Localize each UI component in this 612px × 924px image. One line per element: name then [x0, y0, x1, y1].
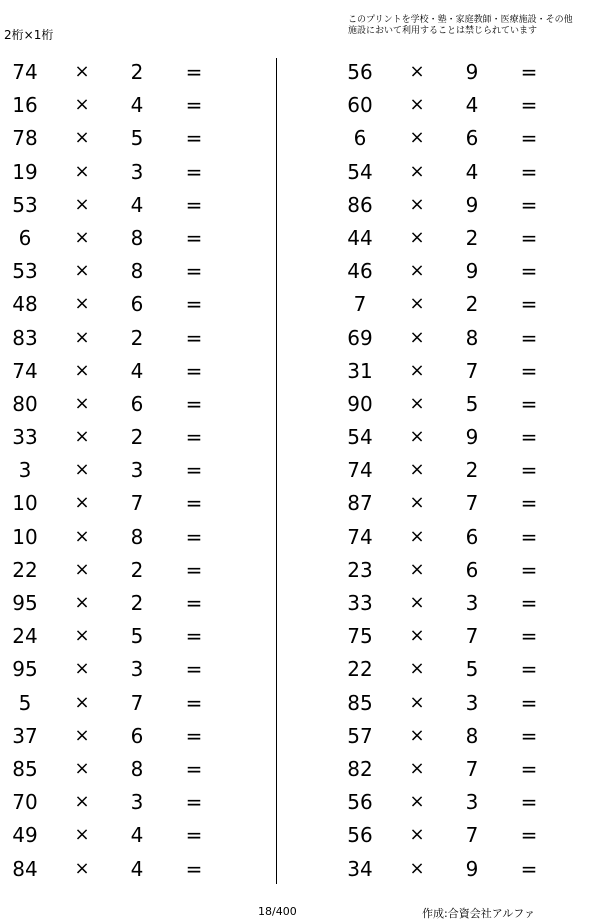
- equals-sign: =: [520, 756, 538, 781]
- equals-sign: =: [520, 60, 538, 84]
- multiplicand: 48: [12, 292, 38, 317]
- times-sign: ×: [409, 127, 425, 149]
- equals-sign: =: [185, 723, 203, 748]
- multiplier: 8: [130, 524, 144, 549]
- equals-sign: =: [185, 756, 203, 781]
- multiplicand: 46: [347, 259, 373, 284]
- multiplier: 4: [130, 93, 144, 118]
- times-sign: ×: [74, 61, 90, 82]
- multiplier: 3: [130, 159, 144, 184]
- multiplier: 7: [130, 690, 144, 715]
- multiplicand: 6: [353, 126, 367, 151]
- author-credit: 作成:合資会社アルファ: [422, 907, 536, 920]
- multiplier: 4: [130, 192, 144, 217]
- equals-sign: =: [185, 325, 203, 350]
- equals-sign: =: [520, 723, 538, 748]
- multiplier: 8: [130, 225, 144, 250]
- multiplier: 4: [130, 856, 144, 881]
- times-sign: ×: [409, 426, 425, 448]
- multiplicand: 83: [12, 325, 38, 350]
- multiplicand: 7: [353, 292, 367, 317]
- equals-sign: =: [520, 225, 538, 250]
- times-sign: ×: [409, 94, 425, 116]
- multiplicand: 54: [347, 425, 373, 450]
- multiplicand: 10: [12, 491, 38, 516]
- equals-sign: =: [520, 425, 538, 450]
- multiplicand: 95: [12, 657, 38, 682]
- multiplicand: 84: [12, 856, 38, 881]
- multiplicand: 23: [347, 557, 373, 582]
- times-sign: ×: [409, 459, 425, 481]
- equals-sign: =: [520, 591, 538, 615]
- times-sign: ×: [409, 558, 425, 580]
- times-sign: ×: [74, 757, 90, 779]
- multiplier: 2: [465, 292, 479, 317]
- equals-sign: =: [520, 126, 538, 151]
- equals-sign: =: [185, 358, 203, 383]
- equals-sign: =: [520, 192, 538, 217]
- multiplicand: 31: [347, 358, 373, 383]
- equals-sign: =: [520, 391, 538, 416]
- multiplicand: 44: [347, 225, 373, 250]
- multiplier: 9: [465, 425, 479, 450]
- multiplier: 2: [130, 60, 144, 84]
- multiplier: 8: [130, 756, 144, 781]
- multiplicand: 69: [347, 325, 373, 350]
- multiplicand: 56: [347, 790, 373, 815]
- multiplier: 2: [465, 225, 479, 250]
- equals-sign: =: [185, 126, 203, 151]
- multiplicand: 22: [12, 557, 38, 582]
- times-sign: ×: [74, 691, 90, 713]
- times-sign: ×: [409, 791, 425, 813]
- multiplicand: 57: [347, 723, 373, 748]
- times-sign: ×: [74, 857, 90, 879]
- equals-sign: =: [185, 60, 203, 84]
- multiplier: 5: [130, 624, 144, 649]
- multiplicand: 19: [12, 159, 38, 184]
- multiplicand: 70: [12, 790, 38, 815]
- usage-notice-line-2: 施設において利用することは禁じられています: [348, 26, 538, 36]
- equals-sign: =: [185, 557, 203, 582]
- multiplier: 7: [465, 624, 479, 649]
- multiplier: 2: [130, 591, 144, 615]
- multiplier: 7: [130, 491, 144, 516]
- times-sign: ×: [409, 392, 425, 414]
- equals-sign: =: [520, 358, 538, 383]
- multiplier: 9: [465, 259, 479, 284]
- times-sign: ×: [409, 492, 425, 514]
- times-sign: ×: [74, 525, 90, 547]
- times-sign: ×: [409, 757, 425, 779]
- multiplier: 7: [465, 756, 479, 781]
- equals-sign: =: [185, 690, 203, 715]
- multiplicand: 33: [12, 425, 38, 450]
- worksheet-title: 2桁×1桁: [4, 28, 54, 42]
- multiplier: 7: [465, 823, 479, 848]
- equals-sign: =: [185, 93, 203, 118]
- multiplicand: 56: [347, 823, 373, 848]
- equals-sign: =: [185, 159, 203, 184]
- equals-sign: =: [520, 624, 538, 649]
- equals-sign: =: [520, 159, 538, 184]
- equals-sign: =: [185, 292, 203, 317]
- multiplier: 8: [465, 723, 479, 748]
- equals-sign: =: [520, 292, 538, 317]
- times-sign: ×: [74, 824, 90, 846]
- multiplicand: 90: [347, 391, 373, 416]
- times-sign: ×: [74, 492, 90, 514]
- multiplier: 5: [465, 391, 479, 416]
- column-divider: [276, 58, 277, 884]
- times-sign: ×: [74, 592, 90, 613]
- multiplicand: 10: [12, 524, 38, 549]
- times-sign: ×: [409, 824, 425, 846]
- equals-sign: =: [185, 856, 203, 881]
- times-sign: ×: [74, 724, 90, 746]
- times-sign: ×: [74, 558, 90, 580]
- times-sign: ×: [409, 260, 425, 282]
- multiplier: 9: [465, 60, 479, 84]
- multiplicand: 53: [12, 259, 38, 284]
- equals-sign: =: [185, 624, 203, 649]
- multiplier: 3: [130, 458, 144, 483]
- multiplicand: 74: [12, 60, 38, 84]
- equals-sign: =: [185, 591, 203, 615]
- multiplicand: 74: [347, 524, 373, 549]
- multiplier: 2: [465, 458, 479, 483]
- multiplier: 2: [130, 557, 144, 582]
- times-sign: ×: [409, 525, 425, 547]
- times-sign: ×: [74, 359, 90, 381]
- equals-sign: =: [185, 192, 203, 217]
- multiplicand: 6: [18, 225, 32, 250]
- multiplier: 6: [465, 557, 479, 582]
- equals-sign: =: [185, 425, 203, 450]
- times-sign: ×: [409, 226, 425, 248]
- multiplicand: 22: [347, 657, 373, 682]
- times-sign: ×: [74, 658, 90, 680]
- multiplier: 2: [130, 425, 144, 450]
- multiplicand: 54: [347, 159, 373, 184]
- multiplier: 5: [130, 126, 144, 151]
- equals-sign: =: [520, 458, 538, 483]
- times-sign: ×: [409, 691, 425, 713]
- usage-notice: [348, 15, 603, 37]
- equals-sign: =: [520, 790, 538, 815]
- multiplicand: 78: [12, 126, 38, 151]
- equals-sign: =: [520, 325, 538, 350]
- multiplicand: 16: [12, 93, 38, 118]
- multiplier: 9: [465, 856, 479, 881]
- equals-sign: =: [520, 491, 538, 516]
- multiplier: 6: [130, 723, 144, 748]
- multiplicand: 60: [347, 93, 373, 118]
- equals-sign: =: [520, 690, 538, 715]
- times-sign: ×: [74, 791, 90, 813]
- times-sign: ×: [74, 260, 90, 282]
- times-sign: ×: [74, 625, 90, 647]
- equals-sign: =: [520, 856, 538, 881]
- times-sign: ×: [74, 226, 90, 248]
- multiplier: 8: [465, 325, 479, 350]
- times-sign: ×: [409, 359, 425, 381]
- multiplier: 5: [465, 657, 479, 682]
- multiplier: 6: [130, 292, 144, 317]
- times-sign: ×: [409, 625, 425, 647]
- equals-sign: =: [185, 657, 203, 682]
- multiplier: 3: [130, 657, 144, 682]
- multiplier: 8: [130, 259, 144, 284]
- equals-sign: =: [185, 259, 203, 284]
- times-sign: ×: [74, 293, 90, 315]
- multiplicand: 33: [347, 591, 373, 615]
- equals-sign: =: [185, 491, 203, 516]
- multiplier: 3: [130, 790, 144, 815]
- times-sign: ×: [74, 160, 90, 182]
- times-sign: ×: [409, 61, 425, 82]
- multiplier: 2: [130, 325, 144, 350]
- multiplicand: 74: [347, 458, 373, 483]
- times-sign: ×: [74, 94, 90, 116]
- equals-sign: =: [185, 391, 203, 416]
- times-sign: ×: [409, 193, 425, 215]
- multiplier: 4: [130, 823, 144, 848]
- times-sign: ×: [409, 326, 425, 348]
- equals-sign: =: [520, 823, 538, 848]
- equals-sign: =: [520, 259, 538, 284]
- multiplicand: 80: [12, 391, 38, 416]
- multiplicand: 49: [12, 823, 38, 848]
- equals-sign: =: [520, 524, 538, 549]
- equals-sign: =: [185, 458, 203, 483]
- multiplier: 6: [465, 524, 479, 549]
- multiplier: 7: [465, 491, 479, 516]
- equals-sign: =: [185, 524, 203, 549]
- multiplicand: 85: [12, 756, 38, 781]
- multiplicand: 82: [347, 756, 373, 781]
- multiplicand: 53: [12, 192, 38, 217]
- usage-notice-line-1: このプリントを学校・塾・家庭教師・医療施設・その他: [348, 15, 573, 25]
- equals-sign: =: [185, 225, 203, 250]
- times-sign: ×: [409, 592, 425, 613]
- times-sign: ×: [74, 326, 90, 348]
- times-sign: ×: [74, 459, 90, 481]
- multiplicand: 3: [18, 458, 32, 483]
- times-sign: ×: [409, 724, 425, 746]
- multiplier: 6: [465, 126, 479, 151]
- multiplier: 4: [130, 358, 144, 383]
- equals-sign: =: [520, 93, 538, 118]
- multiplicand: 87: [347, 491, 373, 516]
- multiplicand: 85: [347, 690, 373, 715]
- times-sign: ×: [409, 658, 425, 680]
- times-sign: ×: [74, 392, 90, 414]
- page-number: 18/400: [258, 905, 297, 918]
- equals-sign: =: [520, 557, 538, 582]
- multiplicand: 75: [347, 624, 373, 649]
- times-sign: ×: [74, 193, 90, 215]
- multiplicand: 34: [347, 856, 373, 881]
- multiplicand: 74: [12, 358, 38, 383]
- multiplier: 4: [465, 93, 479, 118]
- multiplier: 3: [465, 790, 479, 815]
- multiplicand: 37: [12, 723, 38, 748]
- multiplier: 6: [130, 391, 144, 416]
- multiplier: 4: [465, 159, 479, 184]
- multiplier: 3: [465, 591, 479, 615]
- multiplier: 7: [465, 358, 479, 383]
- multiplicand: 5: [18, 690, 32, 715]
- times-sign: ×: [409, 160, 425, 182]
- times-sign: ×: [74, 426, 90, 448]
- multiplicand: 95: [12, 591, 38, 615]
- times-sign: ×: [409, 293, 425, 315]
- multiplicand: 56: [347, 60, 373, 84]
- times-sign: ×: [409, 857, 425, 879]
- multiplier: 3: [465, 690, 479, 715]
- equals-sign: =: [185, 823, 203, 848]
- equals-sign: =: [520, 657, 538, 682]
- times-sign: ×: [74, 127, 90, 149]
- multiplicand: 24: [12, 624, 38, 649]
- multiplier: 9: [465, 192, 479, 217]
- equals-sign: =: [185, 790, 203, 815]
- multiplicand: 86: [347, 192, 373, 217]
